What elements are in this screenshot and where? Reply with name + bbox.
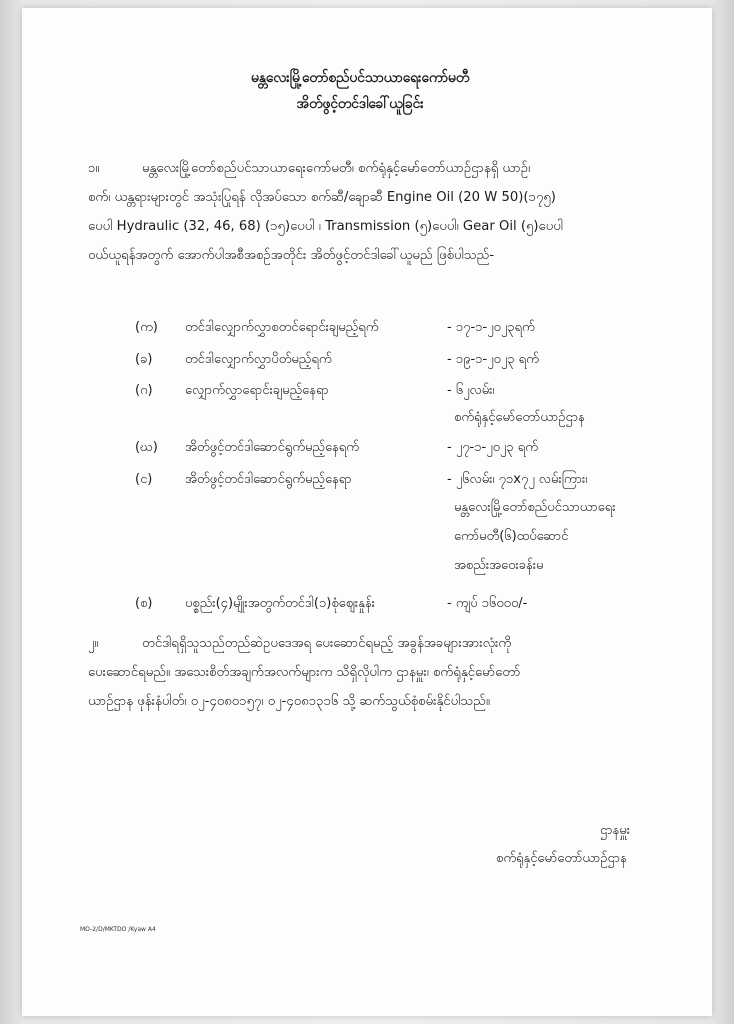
document-title: မန္တလေးမြို့တော်စည်ပင်သာယာရေးကော်မတီ [250,70,470,86]
item-value-continued: အစည်းအဝေးခန်းမ [454,558,544,573]
item-label: အိတ်ဖွင့်တင်ဒါဆောင်ရွက်မည့်နေရာ [185,472,352,487]
section1-line: ဝယ်ယူရန်အတွက် အောက်ပါအစီအစဉ်အတိုင်း အိတ်ဖွင့်တင်ဒါခေါ်ယူမည် ဖြစ်ပါသည်- [88,248,495,263]
item-label: လျှောက်လွှာရောင်းချမည့်နေရာ [185,383,329,398]
item-value: - ၁၇-၁-၂၀၂၃ရက် [447,320,535,335]
section1-line: စက်၊ ယန္တရားများတွင် အသုံးပြုရန် လိုအပ်သော စက်ဆီ/ချောဆီ Engine Oil (20 W 50)(၁၇၅) [88,190,556,205]
reference-code: MO-2/D/MKTDO /Kyaw A4 [80,926,156,933]
item-value: - ၆၂လမ်း၊ [447,383,495,398]
item-marker: (က) [135,320,158,335]
item-label: ပစ္စည်း(၄)မျိုးအတွက်တင်ဒါ(၁)စုံဈေးနှုန်း [185,596,375,611]
section2-line: ယာဉ်ဌာန ဖုန်းနံပါတ်၊ ၀၂-၄၀၈၀၁၅၇၊ ၀၂-၄၀၈၁၃၁၆ သို့ ဆက်သွယ်စုံစမ်းနိုင်ပါသည်။ [88,694,490,709]
item-value: - ၂၇-၁-၂၀၂၃ ရက် [447,440,538,455]
item-value-continued: စက်ရုံနှင့်မော်တော်ယာဉ်ဌာန [454,410,585,425]
item-value: - ကျပ် ၁၆၀၀၀/- [447,596,528,611]
section2-line: တင်ဒါရရှိသူသည်တည်ဆဲဥပဒေအရ ပေးဆောင်ရမည့် အခွန်အခများအားလုံးကို [142,636,512,651]
signature-department: စက်ရုံနှင့်မော်တော်ယာဉ်ဌာန [496,851,627,866]
item-marker: (ဂ) [135,383,153,398]
section1-number: ၁။ [88,161,100,176]
item-marker: (င) [135,472,153,487]
section1-line: ပေပါ Hydraulic (32, 46, 68) (၁၅)ပေပါ ၊ Transmission (၅)ပေပါ၊ Gear Oil (၅)ပေပါ [88,219,564,234]
section2-number: ၂။ [88,636,99,651]
item-value-continued: မန္တလေးမြို့တော်စည်ပင်သာယာရေး [454,500,616,515]
item-value: - ၂၆လမ်း၊ ၇၁x၇၂ လမ်းကြား၊ [447,472,588,487]
item-marker: (ခ) [135,352,153,367]
document-subtitle: အိတ်ဖွင့်တင်ဒါခေါ်ယူခြင်း [296,96,424,112]
section2-line: ပေးဆောင်ရမည်။ အသေးစိတ်အချက်အလက်များက သိရှိလိုပါက ဌာနမှူး၊ စက်ရုံနှင့်မော်တော် [88,665,521,680]
item-label: တင်ဒါလျှောက်လွှာပိတ်မည့်ရက် [185,352,332,367]
item-marker: (ဃ) [135,440,158,455]
document-page [22,8,712,1016]
item-value-continued: ကော်မတီ(၆)ထပ်ဆောင် [454,529,569,544]
item-value: - ၁၉-၁-၂၀၂၃ ရက် [447,352,539,367]
item-label: အိတ်ဖွင့်တင်ဒါဆောင်ရွက်မည့်နေရက် [185,440,359,455]
item-marker: (စ) [135,596,153,611]
section1-line: မန္တလေးမြို့တော်စည်ပင်သာယာရေးကော်မတီ၊ စက်ရုံနှင့်မော်တော်ယာဉ်ဌာနရှိ ယာဉ်၊ [142,161,531,176]
signature-title: ဌာနမှူး [600,823,631,838]
item-label: တင်ဒါလျှောက်လွှာစတင်ရောင်းချမည့်ရက် [185,320,379,335]
